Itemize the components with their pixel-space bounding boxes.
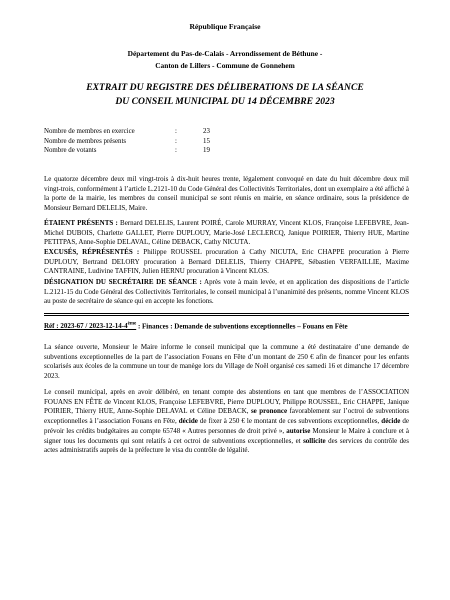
- count-value: 15: [203, 137, 210, 145]
- secretaire-paragraph: [44, 278, 409, 307]
- department-header: [40, 48, 410, 71]
- count-separator: :: [175, 137, 177, 145]
- count-value: 19: [203, 147, 210, 155]
- decision-text: Le conseil municipal, après en avoir délibéré, en tenant compte des abstentions en tant que membres de l’ASSOCIATION FOUANS EN FÊTE de Vincent KLOS, Françoise LEFEBVRE, Pierre DUPLOUY, Philippe ROUSSEL, Eric CHAPPE, Janique POIRIER, Thierry HUE, Anne-Sophie DELAVAL et Céline DEBACK,: [44, 388, 409, 416]
- decision-verb: décide: [381, 417, 401, 426]
- count-value: 23: [203, 128, 210, 135]
- decision-paragraph: [44, 388, 409, 456]
- reference-subject: : Finances : Demande de subventions exceptionnelles – Fouans en Fête: [136, 322, 348, 331]
- reference-label: Réf : 2023-67 / 2023-12-14-4: [44, 322, 128, 331]
- count-separator: :: [175, 147, 177, 155]
- decision-text: de prévoir les crédits budgétaires au compte 65748 « Autres personnes de droit privé »,: [44, 417, 409, 435]
- decision-text: des services du contrôle des actes administratifs auprès de la préfecture le visa du contrôle de légalité.: [44, 436, 409, 455]
- excuses-text: Philippe ROUSSEL procuration à Cathy NICUTA, Eric CHAPPE procuration à Pierre DUPLOUY, Bertrand DELORY procuration à Bernard DELELIS, Thierry CHAPPE, Sébastien VERFAILLIE, Maxime CANTRAINE, Ludivine TAFFIN, Julien HERNU procuration à Vincent KLOS.: [44, 248, 409, 276]
- title-line-1: EXTRAIT DU REGISTRE DES DÉLIBERATIONS DE LA SÉANCE: [86, 82, 364, 93]
- member-counts: [44, 127, 243, 156]
- decision-verb: sollicite: [303, 436, 326, 445]
- decision-text: de fixer à 250 € le montant de ces subventions exceptionnelles,: [197, 417, 382, 426]
- section-divider: [44, 313, 409, 314]
- demande-paragraph: La séance ouverte, Monsieur le Maire informe le conseil municipal que la commune a été destinataire d’une demande de subventions exceptionnelles de la part de l’association Fouans en Fête d’un montant de 250 € afin de financer pour les enfants scolarisés aux écoles de la commune un tour de manège lors du Village de Noël organisé ces samedi 16 et dimanche 17 décembre 2023.: [44, 343, 409, 381]
- reference-number: [44, 322, 136, 330]
- secretaire-text: Après vote à main levée, et en application des dispositions de l’article L.2121-15 du Code Général des Collectivités Territoriales, le conseil municipal à l’unanimité des présents, nomme Vincent KLOS au poste de secrétaire de séance qui en accepte les fonctions.: [44, 278, 409, 306]
- document-title: [30, 81, 420, 108]
- count-label: Nombre de votants: [44, 147, 97, 155]
- count-label: Nombre de membres présents: [44, 137, 127, 145]
- presents-paragraph: [44, 219, 409, 248]
- decision-verb: décide: [178, 417, 198, 426]
- secretaire-label: DÉSIGNATION DU SECRÉTAIRE DE SÉANCE :: [44, 278, 202, 286]
- decision-text: favorablement sur l’octroi de subventions exceptionnelles à l’association Fouans en Fête,: [44, 407, 409, 426]
- presents-text: Bernard DELELIS, Laurent POIRÉ, Carole MURRAY, Vincent KLOS, Françoise LEFEBVRE, Jean-Michel DUBOIS, Charlette GALLET, Pierre DUPLOUY, Marie-José LECLERCQ, Janique POIRIER, Thierry HUE, Martine PETITPAS, Anne-Sophie DELAVAL, Céline DEBACK, Cathy NICUTA.: [44, 219, 409, 247]
- count-label: Nombre de membres en exercice: [44, 128, 135, 135]
- reference-sup: ème: [127, 322, 137, 327]
- decision-verb: autorise: [286, 426, 311, 435]
- department-line: Département du Pas-de-Calais - Arrondissement de Béthune -: [127, 49, 323, 58]
- title-line-2: DU CONSEIL MUNICIPAL DU 14 DÉCEMBRE 2023: [115, 95, 335, 107]
- count-row: [44, 127, 243, 137]
- excuses-paragraph: [44, 248, 409, 277]
- presents-label: ÉTAIENT PRÉSENTS :: [44, 219, 118, 227]
- count-separator: :: [175, 128, 177, 135]
- decision-text: Monsieur le Maire à conclure et à signer tous les documents qui sont relatifs à cet octroi de subventions exceptionnelles, et: [44, 426, 409, 445]
- count-row: [44, 146, 243, 156]
- canton-line: Canton de Lillers - Commune de Gonnehem: [155, 60, 295, 70]
- republique-header: République Française: [189, 22, 261, 31]
- excuses-label: EXCUSÉS, RÉPRÉSENTÉS :: [44, 248, 140, 256]
- decision-verb: se prononce: [250, 407, 288, 416]
- deliberation-reference: [44, 322, 409, 330]
- intro-paragraph: Le quatorze décembre deux mil vingt-trois à dix-huit heures trente, légalement convoqué en date du huit décembre deux mil vingt-trois, conformément à l’article L.2121-10 du Code Général des Collectivités Territoriales, dont un exemplaire a été affiché à la porte de la mairie, les membres du conseil municipal se sont réunis en mairie, en séance ordinaire, sous la présidence de Monsieur Bernard DELELIS, Maire.: [44, 175, 409, 213]
- count-row: [44, 137, 243, 147]
- section-divider-thin: [44, 315, 409, 316]
